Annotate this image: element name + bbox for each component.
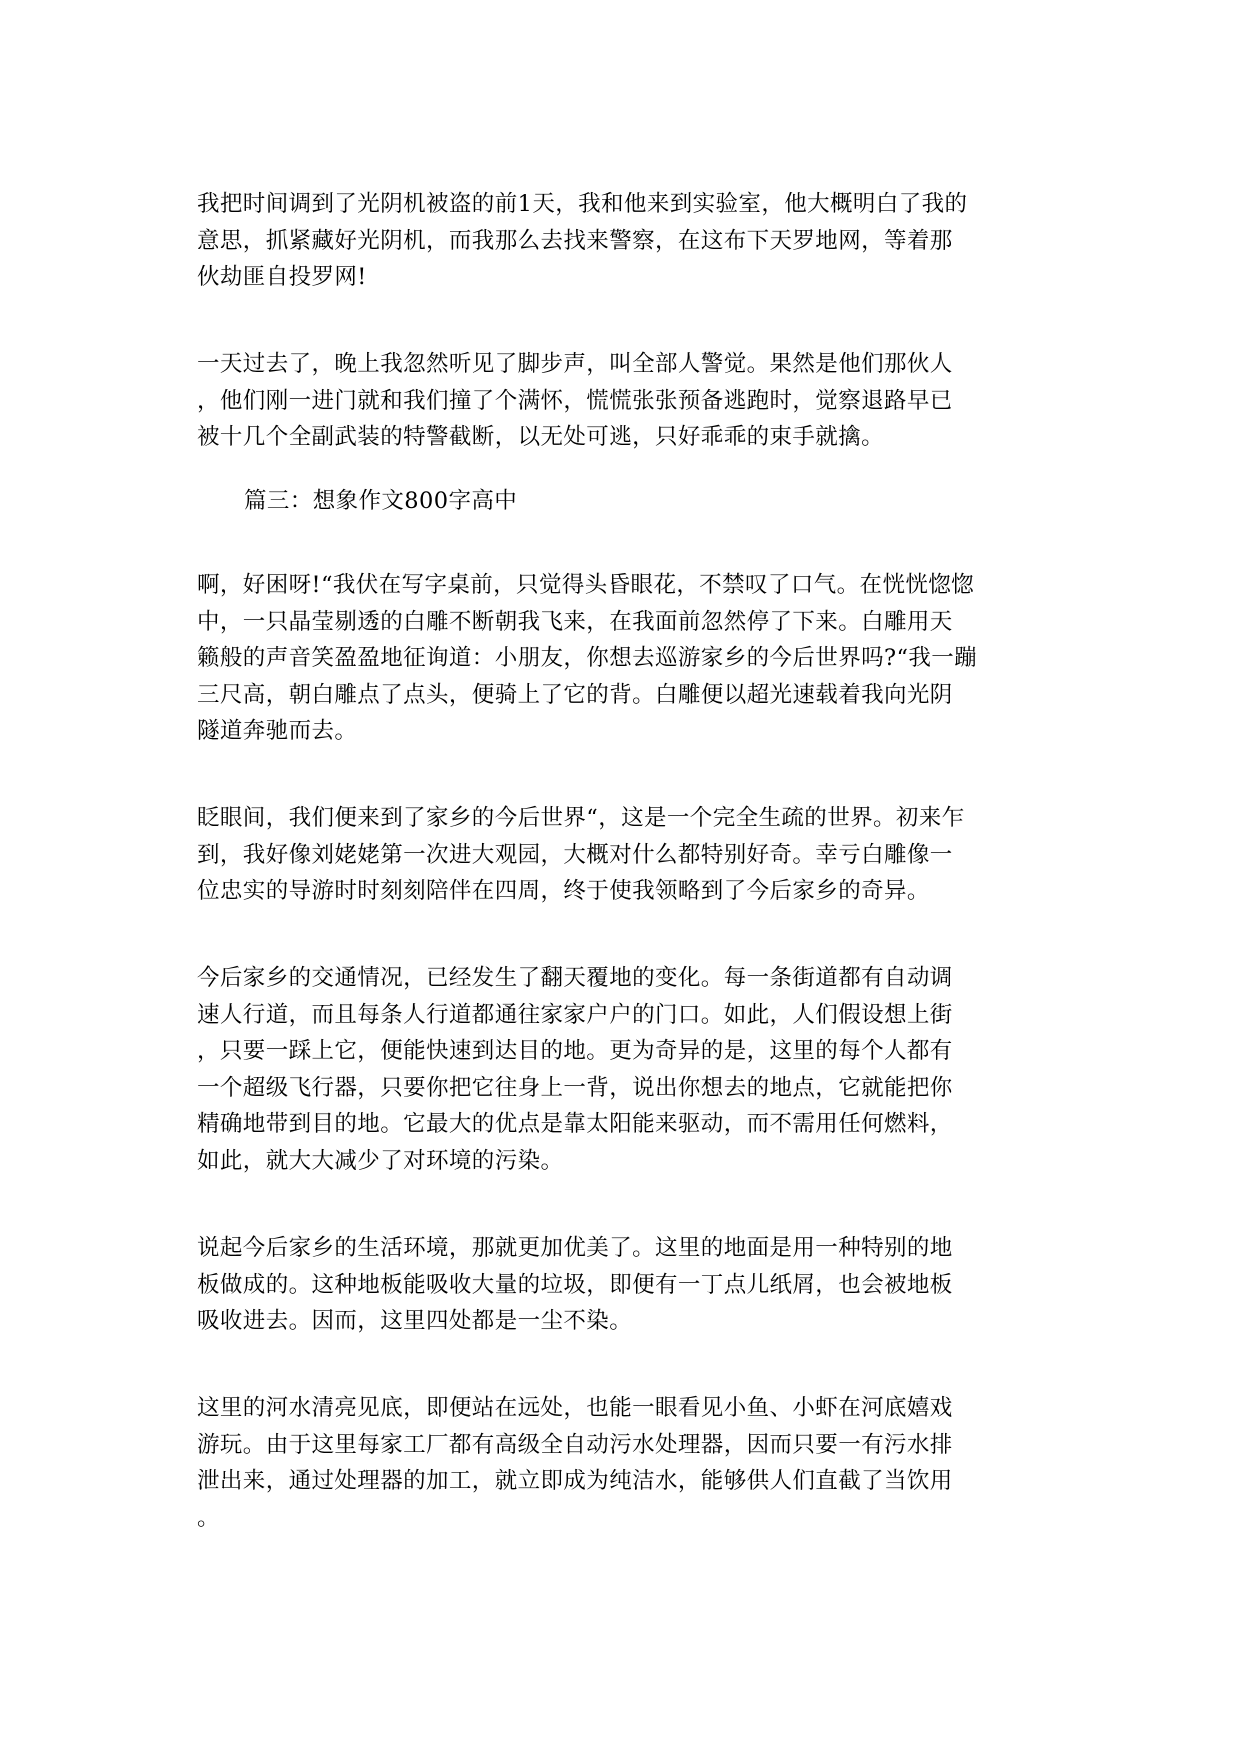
text-line: 一个超级飞行器，只要你把它往身上一背，说出你想去的地点，它就能把你	[197, 1074, 953, 1101]
text-line: 啊，好困呀!“我伏在写字桌前，只觉得头昏眼花，不禁叹了口气。在恍恍惚惚	[197, 572, 975, 598]
paragraph-white-eagle	[197, 567, 1057, 750]
text-line: 中，一只晶莹剔透的白雕不断朝我飞来，在我面前忽然停了下来。白雕用天	[197, 608, 953, 635]
paragraph-river-water	[197, 1390, 1057, 1536]
paragraph-living-environment	[197, 1230, 1057, 1340]
text-line: 我把时间调到了光阴机被盗的前1天，我和他来到实验室，他大概明白了我的	[197, 191, 968, 217]
text-line: 如此，就大大减少了对环境的污染。	[197, 1147, 564, 1174]
paragraph-future-world	[197, 800, 1057, 910]
text-line: ，他们刚一进门就和我们撞了个满怀，慌慌张张预备逃跑时，觉察退路早已	[197, 387, 953, 414]
text-line: 到，我好像刘姥姥第一次进大观园，大概对什么都特别好奇。幸亏白雕像一	[197, 841, 953, 868]
text-line: 泄出来，通过处理器的加工，就立即成为纯洁水，能够供人们直截了当饮用	[197, 1468, 953, 1494]
text-line: 被十几个全副武装的特警截断，以无处可逃，只好乖乖的束手就擒。	[197, 424, 885, 450]
text-line: 三尺高，朝白雕点了点头，便骑上了它的背。白雕便以超光速载着我向光阴	[197, 681, 953, 708]
text-line: 意思，抓紧藏好光阴机，而我那么去找来警察，在这布下天罗地网，等着那	[197, 227, 953, 254]
text-line: 这里的河水清亮见底，即便站在远处，也能一眼看见小鱼、小虾在河底嬉戏	[197, 1395, 953, 1421]
text-line: 。	[197, 1504, 220, 1531]
text-line: 精确地带到目的地。它最大的优点是靠太阳能来驱动，而不需用任何燃料，	[197, 1111, 953, 1137]
text-line: 速人行道，而且每条人行道都通往家家户户的门口。如此，人们假设想上街	[197, 1001, 953, 1028]
text-line: ，只要一踩上它，便能快速到达目的地。更为奇异的是，这里的每个人都有	[197, 1038, 953, 1064]
text-line: 籁般的声音笑盈盈地征询道：小朋友，你想去巡游家乡的今后世界吗?“我一蹦	[197, 645, 978, 671]
text-line: 一天过去了，晚上我忽然听见了脚步声，叫全部人警觉。果然是他们那伙人	[197, 351, 953, 377]
text-line: 说起今后家乡的生活环境，那就更加优美了。这里的地面是用一种特别的地	[197, 1235, 953, 1261]
text-line: 今后家乡的交通情况，已经发生了翻天覆地的变化。每一条街道都有自动调	[197, 965, 953, 991]
paragraph-time-machine-plan	[197, 186, 1057, 296]
paragraph-transportation	[197, 960, 1057, 1179]
text-line: 板做成的。这种地板能吸收大量的垃圾，即便有一丁点儿纸屑，也会被地板	[197, 1271, 953, 1298]
section-heading: 篇三：想象作文800字高中	[244, 488, 518, 514]
text-line: 吸收进去。因而，这里四处都是一尘不染。	[197, 1308, 633, 1334]
paragraph-capture	[197, 346, 1057, 456]
text-line: 眨眼间，我们便来到了家乡的今后世界“，这是一个完全生疏的世界。初来乍	[197, 805, 965, 831]
text-line: 隧道奔驰而去。	[197, 718, 358, 744]
text-line: 位忠实的导游时时刻刻陪伴在四周，终于使我领略到了今后家乡的奇异。	[197, 878, 930, 904]
text-line: 游玩。由于这里每家工厂都有高级全自动污水处理器，因而只要一有污水排	[197, 1431, 953, 1458]
text-line: 伙劫匪自投罗网!	[197, 264, 367, 290]
